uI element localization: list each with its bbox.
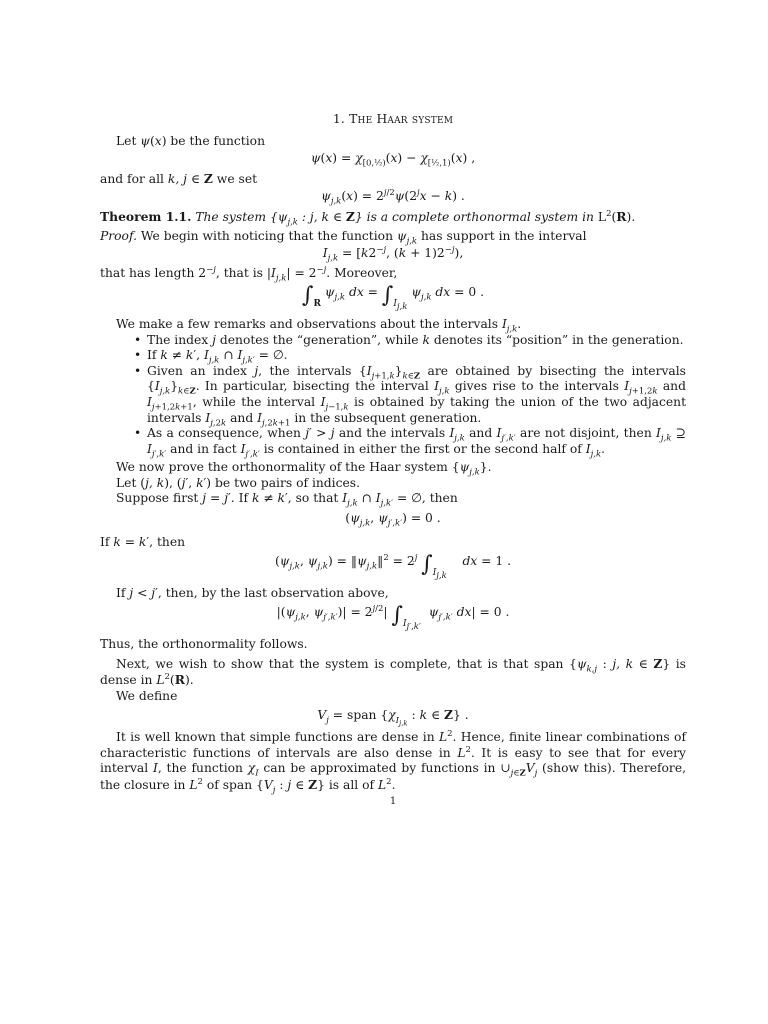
- section-title: [100, 112, 686, 128]
- equation-inner-2: ($\psi_{j,k}$, $\psi_{j,k}$) = $‖\psi_{j,k}‖^2 = 2^j$ $\int_{I_{j,k}}$ dx = 1 .: [274, 552, 512, 582]
- case-k-equal: If k = k′, then: [100, 534, 186, 549]
- list-item: • As a consequence, when j′ > j and the intervals $I_{j,k}$ and $I_{j',k'}$ are not disjoint, then $I_{j,k}$ ⊇ $I_{j',k'}$ and in fact $I_{j',k'}$ is contained in either the first or the second half of $I_{j,k}$.: [147, 426, 686, 457]
- list-item: • Given an index j, the intervals $\{I_{j+1,k}\}_{k\in Z}$ are obtained by bisecting the intervals $\{I_{j,k}\}_{k\in Z}$. In particular, bisecting the interval $I_{j,k}$ gives rise to the intervals $I_{j+1,2k}$ and $I_{j+1,2k+1}$, while the interval $I_{j-1,k}$ is obtained by taking the union of the two adjacent intervals $I_{j,2k}$ and $I_{j,2k+1}$ in the subsequent generation.: [147, 364, 686, 426]
- equation-inner-1: ($\psi_{j,k}$, $\psi_{j',k'}) = 0$ .: [345, 511, 441, 529]
- theorem-head: Theorem 1.1.: [100, 208, 192, 224]
- case-j-less: If j < j′, then, by the last observation above,: [116, 585, 389, 600]
- equation-psi-jk: $\psi_{j,k}(x) = 2^{j/2}\psi(2^jx - k)$ .: [321, 188, 465, 207]
- list-item: • The index j denotes the “generation”, while k denotes its “position” in the generation.: [147, 333, 686, 349]
- case-same-j: Suppose first j = j′. If k ≠ k′, so that $I_{j,k}$ ∩ $I_{j,k'}$ = ∅, then: [116, 491, 458, 509]
- equation-psi: $\psi(x) = \chi_{[0,\frac{1}{2})}(x) - \chi_{[\frac{1}{2},1)}(x)$ ,: [310, 151, 476, 169]
- intro-text: Let ψ(x) be the function: [116, 133, 265, 148]
- remarks-text: We make a few remarks and observations about the intervals $I_{j,k}$.: [116, 316, 522, 335]
- observations-list: [100, 333, 686, 458]
- proof-head: Proof.: [100, 228, 137, 243]
- page-number: 1: [389, 796, 397, 808]
- orthonormality-intro: We now prove the orthonormality of the Haar system $\{\psi_{j,k}\}$.: [116, 460, 492, 478]
- equation-interval: $I_{j,k} = [k2^{-j}$, $(k + 1)2^{-j}$),: [322, 245, 464, 264]
- proof-start: Proof. We begin with noticing that the function $\psi_{j,k}$ has support in the interval: [100, 228, 587, 247]
- equation-integral: $\int_R$ $\psi_{j,k}$ dx = $\int_{I_{j,k}}$ $\psi_{j,k}$ dx = 0 .: [302, 283, 484, 313]
- section-title-text: The Haar system: [349, 112, 454, 126]
- length-text: that has length $2^{-j}$, that is $|I_{j,k}| = 2^{-j}$. Moreover,: [100, 264, 398, 284]
- closing-paragraph: It is well known that simple functions are dense in $L^2$. Hence, finite linear combinations of characteristic functions of intervals are also dense in $L^2$. It is easy to see that for every interval I, the function $\chi_I$ can be approximated by functions in $\cup_{j\in Z}V_j$ (show this). Therefore, the closure in $L^2$ of span {$V_j$ : j ∈ Z} is all of $L^2$.: [100, 728, 687, 796]
- theorem: Theorem 1.1. The system {$\psi_{j,k}$ : j, k ∈ Z} is a complete orthonormal system in $L^2(R)$.: [100, 208, 636, 228]
- for-all-text: and for all k, j ∈ Z we set: [100, 170, 258, 186]
- equation-inner-3: $|(\psi_{j,k}$, $\psi_{j',k'})| = 2^{j/2}|$ $\int_{I_{j',k'}}$ $\psi_{j',k'}$ dx| = 0 .: [276, 603, 510, 633]
- completeness-text: Next, we wish to show that the system is complete, that is that span {$\psi_{k,j}$ : j, k ∈ Z} is dense in $L^2(R)$.: [100, 655, 686, 688]
- paper-page: [100, 112, 686, 810]
- list-item: • If k ≠ k′, $I_{j,k}$ ∩ $I_{j,k'}$ = ∅.: [147, 348, 686, 364]
- equation-vj: $V_j$ = span {$\chi_{I_{j,k}}$ : k ∈ Z} .: [317, 707, 469, 728]
- pairs-text: Let (j, k), (j′, k′) be two pairs of indices.: [116, 475, 360, 490]
- thus-text: Thus, the orthonormality follows.: [100, 637, 308, 652]
- define-text: We define: [116, 688, 178, 703]
- section-number: 1.: [332, 112, 346, 126]
